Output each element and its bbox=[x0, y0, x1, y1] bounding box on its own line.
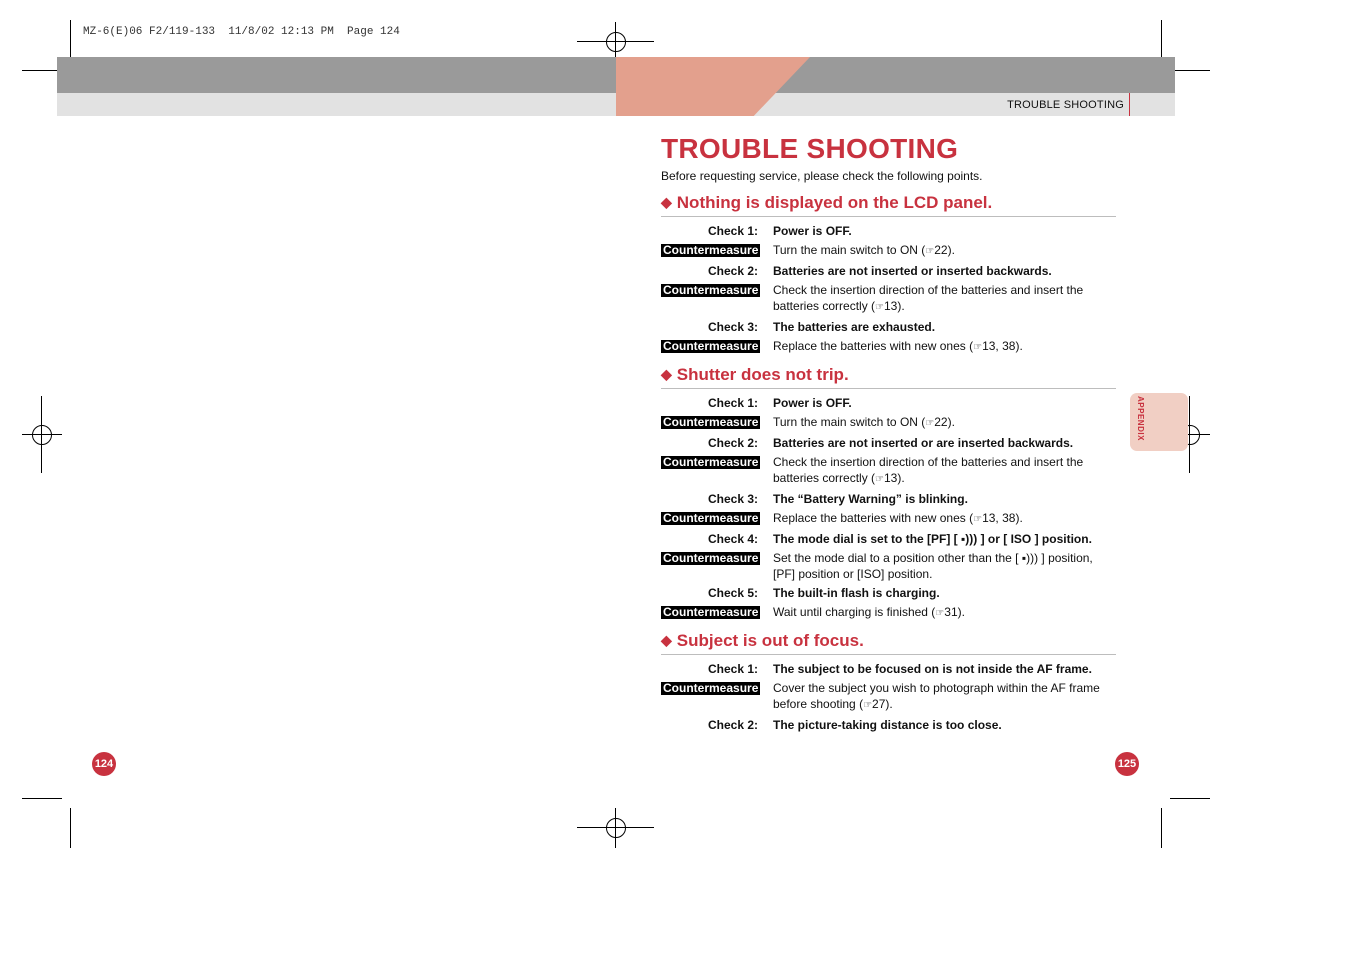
running-head-rule bbox=[1129, 93, 1130, 116]
countermeasure-row bbox=[661, 282, 1116, 316]
countermeasure-row bbox=[661, 242, 1116, 260]
page-reference-icon: ☞ bbox=[875, 474, 884, 485]
check-label: Check 1: bbox=[707, 224, 758, 238]
countermeasure-text bbox=[773, 454, 1116, 488]
page-reference-number: 27). bbox=[872, 697, 893, 711]
page-reference-number: 13, 38). bbox=[982, 511, 1023, 525]
countermeasure-badge: Countermeasure bbox=[663, 283, 759, 297]
countermeasure-text bbox=[773, 282, 1116, 316]
section-heading-text: Subject is out of focus. bbox=[676, 631, 864, 650]
remedy-text: Replace the batteries with new ones ( bbox=[773, 511, 974, 525]
check-row bbox=[661, 531, 1116, 547]
page-reference-number: 22). bbox=[934, 415, 955, 429]
countermeasure-label-cell bbox=[661, 338, 773, 356]
remedy-text: Turn the main switch to ON ( bbox=[773, 243, 926, 257]
countermeasure-badge: Countermeasure bbox=[663, 681, 759, 695]
check-problem: The batteries are exhausted. bbox=[773, 320, 936, 334]
page-reference-number: 13). bbox=[884, 299, 905, 313]
check-label: Check 2: bbox=[707, 436, 758, 450]
countermeasure-row bbox=[661, 454, 1116, 488]
countermeasure-badge: Countermeasure bbox=[663, 511, 759, 525]
page-reference-number: 31). bbox=[944, 605, 965, 619]
countermeasure-label-cell bbox=[661, 510, 773, 528]
page-number-left: 124 bbox=[92, 752, 116, 776]
countermeasure-badge: Countermeasure bbox=[663, 455, 759, 469]
page-reference-icon: ☞ bbox=[863, 700, 873, 711]
check-problem: The picture-taking distance is too close. bbox=[773, 718, 1002, 732]
section-heading bbox=[661, 365, 1116, 389]
section-heading-text: Shutter does not trip. bbox=[676, 365, 849, 384]
printer-slug: MZ-6(E)06 F2/119-133 11/8/02 12:13 PM Page 124 bbox=[83, 26, 400, 38]
page-reference-icon: ☞ bbox=[973, 514, 983, 525]
diamond-bullet-icon: ◆ bbox=[661, 194, 672, 210]
page-reference-icon: ☞ bbox=[973, 342, 983, 353]
countermeasure-badge: Countermeasure bbox=[663, 339, 759, 353]
countermeasure-text bbox=[773, 242, 1116, 260]
check-problem: Batteries are not inserted or inserted backwards. bbox=[773, 264, 1052, 278]
countermeasure-text bbox=[773, 414, 1116, 432]
page-reference-icon: ☞ bbox=[875, 302, 884, 313]
check-problem: The mode dial is set to the [PF] [ ▪))) ] or [ ISO ] position. bbox=[773, 532, 1092, 546]
crop-mark bbox=[70, 20, 71, 60]
countermeasure-label-cell bbox=[661, 680, 773, 714]
remedy-text: Turn the main switch to ON ( bbox=[773, 415, 926, 429]
check-row bbox=[661, 435, 1116, 451]
remedy-text: Check the insertion direction of the batteries and insert the batteries correctly ( bbox=[773, 455, 1084, 485]
check-row bbox=[661, 395, 1116, 411]
countermeasure-label-cell bbox=[661, 454, 773, 488]
countermeasure-row bbox=[661, 338, 1116, 356]
crop-mark bbox=[1161, 808, 1162, 848]
countermeasure-badge: Countermeasure bbox=[663, 243, 759, 257]
check-label: Check 1: bbox=[707, 662, 758, 676]
diamond-bullet-icon: ◆ bbox=[661, 632, 672, 648]
crop-mark bbox=[70, 808, 71, 848]
check-label: Check 2: bbox=[707, 718, 758, 732]
page-number-right: 125 bbox=[1115, 752, 1139, 776]
countermeasure-label-cell bbox=[661, 414, 773, 432]
check-label: Check 2: bbox=[707, 264, 758, 278]
page-reference-number: 22). bbox=[934, 243, 955, 257]
check-row bbox=[661, 585, 1116, 601]
check-row bbox=[661, 263, 1116, 279]
check-problem: The built-in flash is charging. bbox=[773, 586, 940, 600]
crop-mark bbox=[22, 798, 62, 799]
check-label: Check 1: bbox=[707, 396, 758, 410]
crop-mark bbox=[1170, 798, 1210, 799]
page-title: TROUBLE SHOOTING bbox=[661, 133, 959, 164]
check-label: Check 5: bbox=[707, 586, 758, 600]
check-problem: Batteries are not inserted or are inserted backwards. bbox=[773, 436, 1074, 450]
registration-circle bbox=[606, 32, 626, 52]
appendix-tab-label: APPENDIX bbox=[1136, 396, 1145, 441]
check-row bbox=[661, 223, 1116, 239]
page-reference-icon: ☞ bbox=[925, 246, 935, 257]
check-problem: The subject to be focused on is not inside the AF frame. bbox=[773, 662, 1092, 676]
remedy-text: Set the mode dial to a position other than the [ ▪))) ] position, [PF] position or [ISO] position. bbox=[773, 551, 1093, 581]
section-heading bbox=[661, 631, 1116, 655]
check-row bbox=[661, 661, 1116, 677]
countermeasure-text bbox=[773, 550, 1116, 582]
check-label: Check 3: bbox=[707, 320, 758, 334]
check-row bbox=[661, 717, 1116, 733]
countermeasure-text bbox=[773, 510, 1116, 528]
intro-text: Before requesting service, please check the following points. bbox=[661, 169, 983, 183]
countermeasure-row bbox=[661, 604, 1116, 622]
remedy-text: Wait until charging is finished ( bbox=[773, 605, 936, 619]
countermeasure-badge: Countermeasure bbox=[663, 551, 759, 565]
remedy-text: Replace the batteries with new ones ( bbox=[773, 339, 974, 353]
registration-circle bbox=[32, 425, 52, 445]
check-row bbox=[661, 491, 1116, 507]
countermeasure-row bbox=[661, 510, 1116, 528]
countermeasure-label-cell bbox=[661, 242, 773, 260]
crop-mark bbox=[22, 70, 62, 71]
section-heading-text: Nothing is displayed on the LCD panel. bbox=[676, 193, 993, 212]
remedy-text: Check the insertion direction of the batteries and insert the batteries correctly ( bbox=[773, 283, 1084, 313]
crop-mark bbox=[1161, 20, 1162, 60]
countermeasure-row bbox=[661, 550, 1116, 582]
countermeasure-badge: Countermeasure bbox=[663, 415, 759, 429]
page-reference-icon: ☞ bbox=[935, 608, 945, 619]
trouble-shooting-page bbox=[661, 132, 1116, 736]
sections-container bbox=[661, 193, 1116, 733]
remedy-text: Cover the subject you wish to photograph within the AF frame before shooting ( bbox=[773, 681, 1100, 711]
crop-mark bbox=[1170, 70, 1210, 71]
page-reference-number: 13). bbox=[884, 471, 905, 485]
countermeasure-row bbox=[661, 680, 1116, 714]
countermeasure-label-cell bbox=[661, 550, 773, 582]
check-problem: The “Battery Warning” is blinking. bbox=[773, 492, 968, 506]
countermeasure-label-cell bbox=[661, 282, 773, 316]
page-reference-icon: ☞ bbox=[925, 418, 935, 429]
check-label: Check 3: bbox=[707, 492, 758, 506]
check-row bbox=[661, 319, 1116, 335]
diamond-bullet-icon: ◆ bbox=[661, 366, 672, 382]
countermeasure-row bbox=[661, 414, 1116, 432]
section-heading bbox=[661, 193, 1116, 217]
check-problem: Power is OFF. bbox=[773, 224, 852, 238]
countermeasure-text bbox=[773, 604, 1116, 622]
check-problem: Power is OFF. bbox=[773, 396, 852, 410]
countermeasure-text bbox=[773, 680, 1116, 714]
registration-circle bbox=[606, 818, 626, 838]
page-reference-number: 13, 38). bbox=[982, 339, 1023, 353]
countermeasure-label-cell bbox=[661, 604, 773, 622]
running-head: TROUBLE SHOOTING bbox=[1007, 99, 1124, 111]
countermeasure-badge: Countermeasure bbox=[663, 605, 759, 619]
countermeasure-text bbox=[773, 338, 1116, 356]
check-label: Check 4: bbox=[707, 532, 758, 546]
